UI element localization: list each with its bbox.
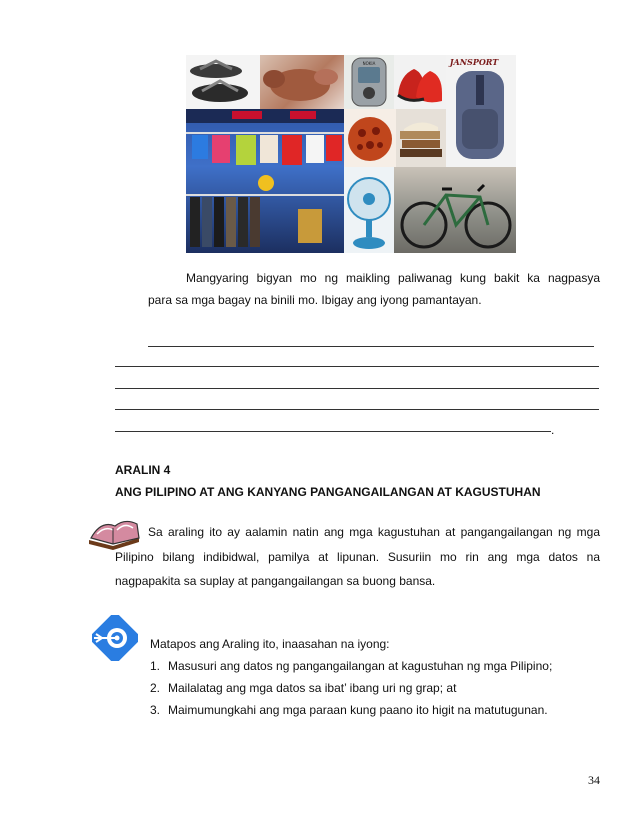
lesson-number: ARALIN 4 xyxy=(115,463,171,477)
pig-image xyxy=(260,55,344,109)
answer-line-5[interactable] xyxy=(115,431,551,432)
lesson-title: ANG PILIPINO AT ANG KANYANG PANGANGAILANGAN AT KAGUSTUHAN xyxy=(115,485,541,499)
objective-item: 2. Mailalatag ang mga datos sa ibat’ ibang uri ng grap; at xyxy=(150,681,457,695)
page-number: 34 xyxy=(588,773,600,787)
overview-line-2: Pilipino bilang indibidwal, pamilya at lipunan. Susuriin mo rin ang mga datos na xyxy=(115,550,600,564)
bag-brand-label: JANSPORT xyxy=(449,57,499,67)
products-collage xyxy=(186,55,516,253)
answer-line-4[interactable] xyxy=(115,409,599,410)
pizza-image xyxy=(344,109,396,167)
slippers-image xyxy=(186,55,260,109)
shoes-image xyxy=(394,55,446,109)
answer-line-3[interactable] xyxy=(115,388,599,389)
intro-line-1: Mangyaring bigyan mo ng maikling paliwanag kung bakit ka nagpasya xyxy=(186,271,600,285)
overview-line-3: nagpapakita sa suplay at pangangailangan sa buong bansa. xyxy=(115,574,436,588)
objective-item: 1. Masusuri ang datos ng pangangailangan at kagustuhan ng mga Pilipino; xyxy=(150,659,553,673)
phone-brand-label: NOKIA xyxy=(362,61,376,66)
intro-line-2: para sa mga bagay na binili mo. Ibigay ang iyong pamantayan. xyxy=(148,293,482,307)
clothing-store-image xyxy=(186,109,344,253)
answer-line-1[interactable] xyxy=(148,346,594,347)
overview-line-1: Sa araling ito ay aalamin natin ang mga kagustuhan at pangangailangan ng mga xyxy=(148,525,600,539)
bicycle-image xyxy=(394,167,516,253)
electric-fan-image xyxy=(344,167,394,253)
nokia-phone-image xyxy=(344,55,394,109)
backpack-image xyxy=(446,55,516,167)
objectives-list xyxy=(150,655,600,721)
objective-item: 3. Maimumungkahi ang mga paraan kung paano ito higit na matutugunan. xyxy=(150,703,548,717)
objectives-intro: Matapos ang Araling ito, inaasahan na iyong: xyxy=(150,637,390,651)
target-icon xyxy=(92,615,138,666)
answer-end-mark: . xyxy=(551,423,555,437)
answer-line-2[interactable] xyxy=(115,366,599,367)
books-image xyxy=(396,109,446,167)
